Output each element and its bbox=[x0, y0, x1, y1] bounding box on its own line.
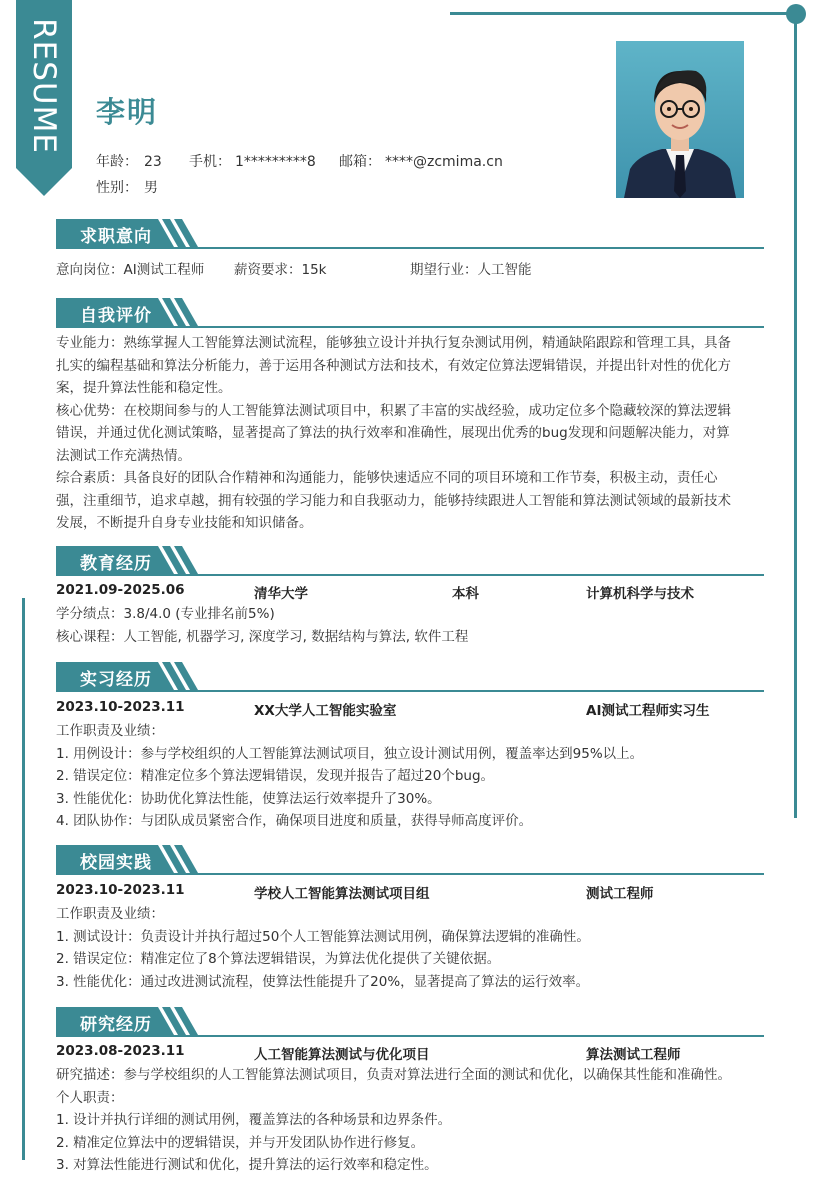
salary-label: 薪资要求： bbox=[234, 262, 302, 278]
education-date: 2021.09-2025.06 bbox=[56, 582, 185, 598]
text-line: 1. 用例设计：参与学校组织的人工智能算法测试项目，独立设计测试用例，覆盖率达到95%以上。 bbox=[56, 745, 644, 762]
internship-entry-header bbox=[56, 699, 766, 719]
internship-org: XX大学人工智能实验室 bbox=[254, 703, 397, 719]
campus-org: 学校人工智能算法测试项目组 bbox=[254, 886, 430, 902]
education-content bbox=[56, 603, 766, 648]
phone-info bbox=[189, 151, 316, 171]
internship-role: AI测试工程师实习生 bbox=[586, 703, 710, 719]
gender-value: 男 bbox=[144, 180, 158, 196]
research-org: 人工智能算法测试与优化项目 bbox=[254, 1047, 430, 1063]
text-line: 学分绩点：3.8/4.0 (专业排名前5%) bbox=[56, 606, 275, 622]
position-value: AI测试工程师 bbox=[123, 262, 205, 278]
text-line: 强，注重细节，追求卓越，拥有较强的学习能力和自我驱动力，能够持续跟进人工智能和算法测试领域的最新技术 bbox=[56, 492, 731, 509]
text-line: 工作职责及业绩： bbox=[56, 906, 164, 922]
left-border-line bbox=[22, 598, 25, 1160]
self-evaluation-content bbox=[56, 332, 766, 535]
research-entry-header bbox=[56, 1043, 766, 1063]
text-line: 3. 性能优化：协助优化算法性能，使算法运行效率提升了30%。 bbox=[56, 790, 441, 807]
section-underline bbox=[56, 247, 764, 249]
research-role: 算法测试工程师 bbox=[586, 1047, 681, 1063]
profile-photo bbox=[616, 41, 744, 198]
text-line: 1. 测试设计：负责设计并执行超过50个人工智能算法测试用例，确保算法逻辑的准确性。 bbox=[56, 928, 590, 945]
intent-position bbox=[56, 259, 204, 282]
position-label: 意向岗位： bbox=[56, 262, 124, 278]
phone-label: 手机： bbox=[189, 154, 231, 170]
candidate-name: 李明 bbox=[96, 95, 159, 129]
section-education bbox=[56, 546, 764, 576]
education-degree: 本科 bbox=[452, 586, 479, 602]
campus-content bbox=[56, 903, 766, 993]
text-line: 扎实的编程基础和算法分析能力，善于运用各种测试方法和技术，有效定位算法逻辑错误，并提出针对性的优化方 bbox=[56, 357, 731, 374]
section-underline bbox=[56, 326, 764, 328]
resume-ribbon bbox=[16, 0, 72, 196]
campus-entry-header bbox=[56, 882, 766, 902]
section-underline bbox=[56, 873, 764, 875]
text-line: 核心优势：在校期间参与的人工智能算法测试项目中，积累了丰富的实战经验，成功定位多个隐藏较深的算法逻辑 bbox=[56, 402, 731, 419]
section-underline bbox=[56, 690, 764, 692]
campus-date: 2023.10-2023.11 bbox=[56, 882, 185, 898]
section-title: 自我评价 bbox=[80, 306, 152, 326]
section-self-evaluation bbox=[56, 298, 764, 328]
industry-label: 期望行业： bbox=[410, 262, 478, 278]
text-line: 3. 对算法性能进行测试和优化，提升算法的运行效率和稳定性。 bbox=[56, 1157, 438, 1173]
section-underline bbox=[56, 1035, 764, 1037]
text-line: 2. 错误定位：精准定位多个算法逻辑错误，发现并报告了超过20个bug。 bbox=[56, 768, 495, 784]
email-info bbox=[339, 151, 503, 171]
text-line: 1. 设计并执行详细的测试用例，覆盖算法的各种场景和边界条件。 bbox=[56, 1112, 452, 1128]
section-title: 求职意向 bbox=[80, 227, 152, 247]
internship-date: 2023.10-2023.11 bbox=[56, 699, 185, 715]
section-underline bbox=[56, 574, 764, 576]
intent-industry bbox=[410, 259, 532, 282]
text-line: 专业能力：熟练掌握人工智能算法测试流程，能够独立设计并执行复杂测试用例，精通缺陷跟踪和管理工具，具备 bbox=[56, 335, 731, 351]
text-line: 错误，并通过优化测试策略，显著提高了算法的执行效率和准确性，展现出优秀的bug发现和问题解决能力，对算 bbox=[56, 425, 730, 441]
salary-value: 15k bbox=[301, 262, 327, 278]
text-line: 核心课程：人工智能, 机器学习, 深度学习, 数据结构与算法, 软件工程 bbox=[56, 628, 469, 645]
intent-salary bbox=[234, 259, 327, 282]
gender-info bbox=[96, 177, 158, 197]
section-campus-practice bbox=[56, 845, 764, 875]
email-value: ****@zcmima.cn bbox=[385, 154, 503, 170]
text-line: 发展，不断提升自身专业技能和知识储备。 bbox=[56, 515, 313, 531]
text-line: 案，提升算法性能和稳定性。 bbox=[56, 380, 232, 396]
text-line: 综合素质：具备良好的团队合作精神和沟通能力，能够快速适应不同的项目环境和工作节奏，积极主动，责任心 bbox=[56, 470, 718, 486]
internship-content bbox=[56, 720, 766, 833]
email-label: 邮箱： bbox=[339, 154, 381, 170]
phone-value: 1*********8 bbox=[235, 154, 316, 170]
research-date: 2023.08-2023.11 bbox=[56, 1043, 185, 1059]
age-label: 年龄： bbox=[96, 154, 138, 170]
education-major: 计算机科学与技术 bbox=[586, 586, 694, 602]
text-line: 法测试工作充满热情。 bbox=[56, 447, 191, 464]
right-border-line bbox=[794, 14, 797, 818]
text-line: 研究描述：参与学校组织的人工智能算法测试项目，负责对算法进行全面的测试和优化，以确保其性能和准确性。 bbox=[56, 1067, 731, 1083]
age-value: 23 bbox=[144, 154, 162, 170]
gender-label: 性别： bbox=[96, 180, 138, 196]
section-title: 研究经历 bbox=[80, 1015, 152, 1035]
text-line: 工作职责及业绩： bbox=[56, 723, 164, 739]
campus-role: 测试工程师 bbox=[586, 886, 654, 902]
text-line: 3. 性能优化：通过改进测试流程，使算法性能提升了20%，显著提高了算法的运行效率。 bbox=[56, 973, 590, 990]
section-title: 教育经历 bbox=[80, 554, 152, 574]
ribbon-text: RESUME bbox=[26, 18, 63, 154]
education-school: 清华大学 bbox=[254, 586, 308, 602]
education-entry-header bbox=[56, 582, 766, 602]
section-title: 校园实践 bbox=[80, 853, 152, 873]
age-info bbox=[96, 151, 162, 171]
industry-value: 人工智能 bbox=[477, 262, 532, 278]
section-title: 实习经历 bbox=[80, 670, 152, 690]
section-research bbox=[56, 1007, 764, 1037]
text-line: 2. 精准定位算法中的逻辑错误，并与开发团队协作进行修复。 bbox=[56, 1134, 425, 1151]
text-line: 4. 团队协作：与团队成员紧密合作，确保项目进度和质量，获得导师高度评价。 bbox=[56, 813, 533, 829]
text-line: 个人职责： bbox=[56, 1089, 124, 1106]
section-internship bbox=[56, 662, 764, 692]
section-job-intent bbox=[56, 219, 764, 249]
top-divider-line bbox=[450, 12, 796, 15]
text-line: 2. 错误定位：精准定位了8个算法逻辑错误，为算法优化提供了关键依据。 bbox=[56, 951, 501, 967]
